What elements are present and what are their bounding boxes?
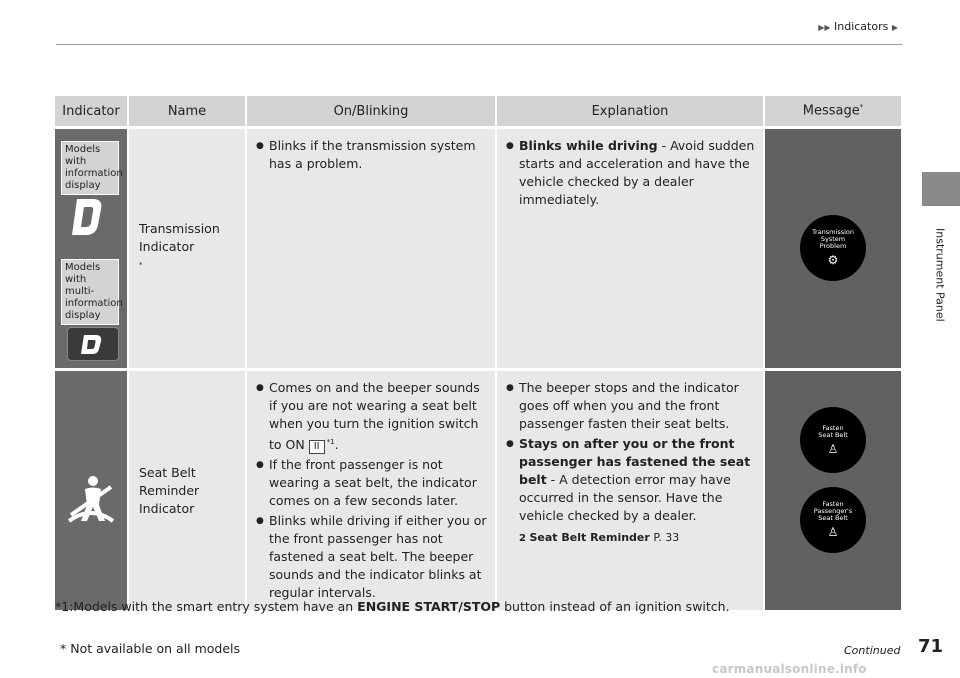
footnote: *1:Models with the smart entry system have an ENGINE START/STOP button instead of an ignition switch. — [55, 599, 730, 614]
seat-belt-person-icon: ♙ — [827, 441, 839, 456]
transmission-indicator-icons — [55, 126, 129, 368]
breadcrumb-section[interactable]: Indicators — [834, 20, 889, 33]
header-divider — [56, 44, 902, 45]
transmission-d-icon-small — [67, 327, 119, 361]
page-number: 71 — [918, 636, 944, 657]
seat-belt-icon — [63, 475, 119, 523]
watermark: carmanualsonline.info — [712, 662, 867, 676]
badge-multi-information-display: Models with multi-information display — [61, 259, 119, 325]
list-item: ● Comes on and the beeper sounds if you are not wearing a seat belt when you turn the ignition switch to ON II $^{*1}$. — [255, 379, 487, 454]
table-row — [55, 126, 901, 368]
header-on-blinking: On/Blinking — [247, 96, 497, 126]
list-item: ● If the front passenger is not wearing a seat belt, the indicator comes on a few seconds later. — [255, 456, 487, 510]
header-message: Message* — [765, 96, 901, 126]
list-item: ● Stays on after you or the front passenger has fastened the seat belt - A detection error may have occurred in the sensor. Have the vehicle checked by a dealer. — [505, 435, 755, 525]
section-tab-marker — [922, 172, 960, 206]
seat-belt-messages — [765, 368, 901, 610]
reference-arrow-icon: 2 — [519, 533, 526, 544]
fasten-passenger-seat-belt-message: Fasten Passenger's Seat Belt ♙ — [800, 487, 866, 553]
breadcrumb — [818, 20, 898, 33]
gear-warning-icon: ⚙ — [827, 253, 839, 267]
seat-belt-indicator-icon — [55, 368, 129, 610]
transmission-system-problem-message: Transmission System Problem ⚙ — [800, 215, 866, 281]
breadcrumb-arrows-icon: ▶▶ — [818, 23, 831, 32]
header-explanation: Explanation — [497, 96, 765, 126]
seat-belt-explanation — [497, 368, 765, 610]
list-item: ● The beeper stops and the indicator goes off when you and the front passenger fasten their seat belts. — [505, 379, 755, 433]
breadcrumb-arrow-icon: ▶ — [891, 23, 898, 32]
list-item: ● Blinks while driving - Avoid sudden starts and acceleration and have the vehicle checked by a dealer immediately. — [505, 137, 755, 209]
transmission-indicator-name: Transmission Indicator * — [129, 126, 247, 368]
header-indicator: Indicator — [55, 96, 129, 126]
availability-note: * Not available on all models — [60, 641, 241, 656]
seat-belt-person-icon: ♙ — [827, 525, 839, 539]
list-item: ● Blinks while driving if either you or the front passenger has not fastened a seat belt. The beeper sounds and the indicator blinks at regular intervals. — [255, 512, 487, 602]
continued-label: Continued — [844, 644, 901, 657]
section-side-label: Instrument Panel — [933, 228, 947, 322]
indicator-table — [55, 96, 901, 610]
seat-belt-reminder-link[interactable]: 2 Seat Belt Reminder P. 33 — [519, 531, 680, 544]
transmission-d-icon — [71, 197, 109, 237]
transmission-on-blinking — [247, 126, 497, 368]
table-row — [55, 368, 901, 610]
ignition-position-key-icon: II — [309, 440, 325, 454]
badge-information-display: Models with information display — [61, 141, 119, 195]
transmission-message — [765, 126, 901, 368]
fasten-seat-belt-message: Fasten Seat Belt ♙ — [800, 407, 866, 473]
seat-belt-indicator-name: Seat Belt Reminder Indicator — [129, 368, 247, 610]
transmission-explanation — [497, 126, 765, 368]
header-name: Name — [129, 96, 247, 126]
seat-belt-on-blinking — [247, 368, 497, 610]
list-item: ● Blinks if the transmission system has a problem. — [255, 137, 487, 173]
table-header-row — [55, 96, 901, 126]
